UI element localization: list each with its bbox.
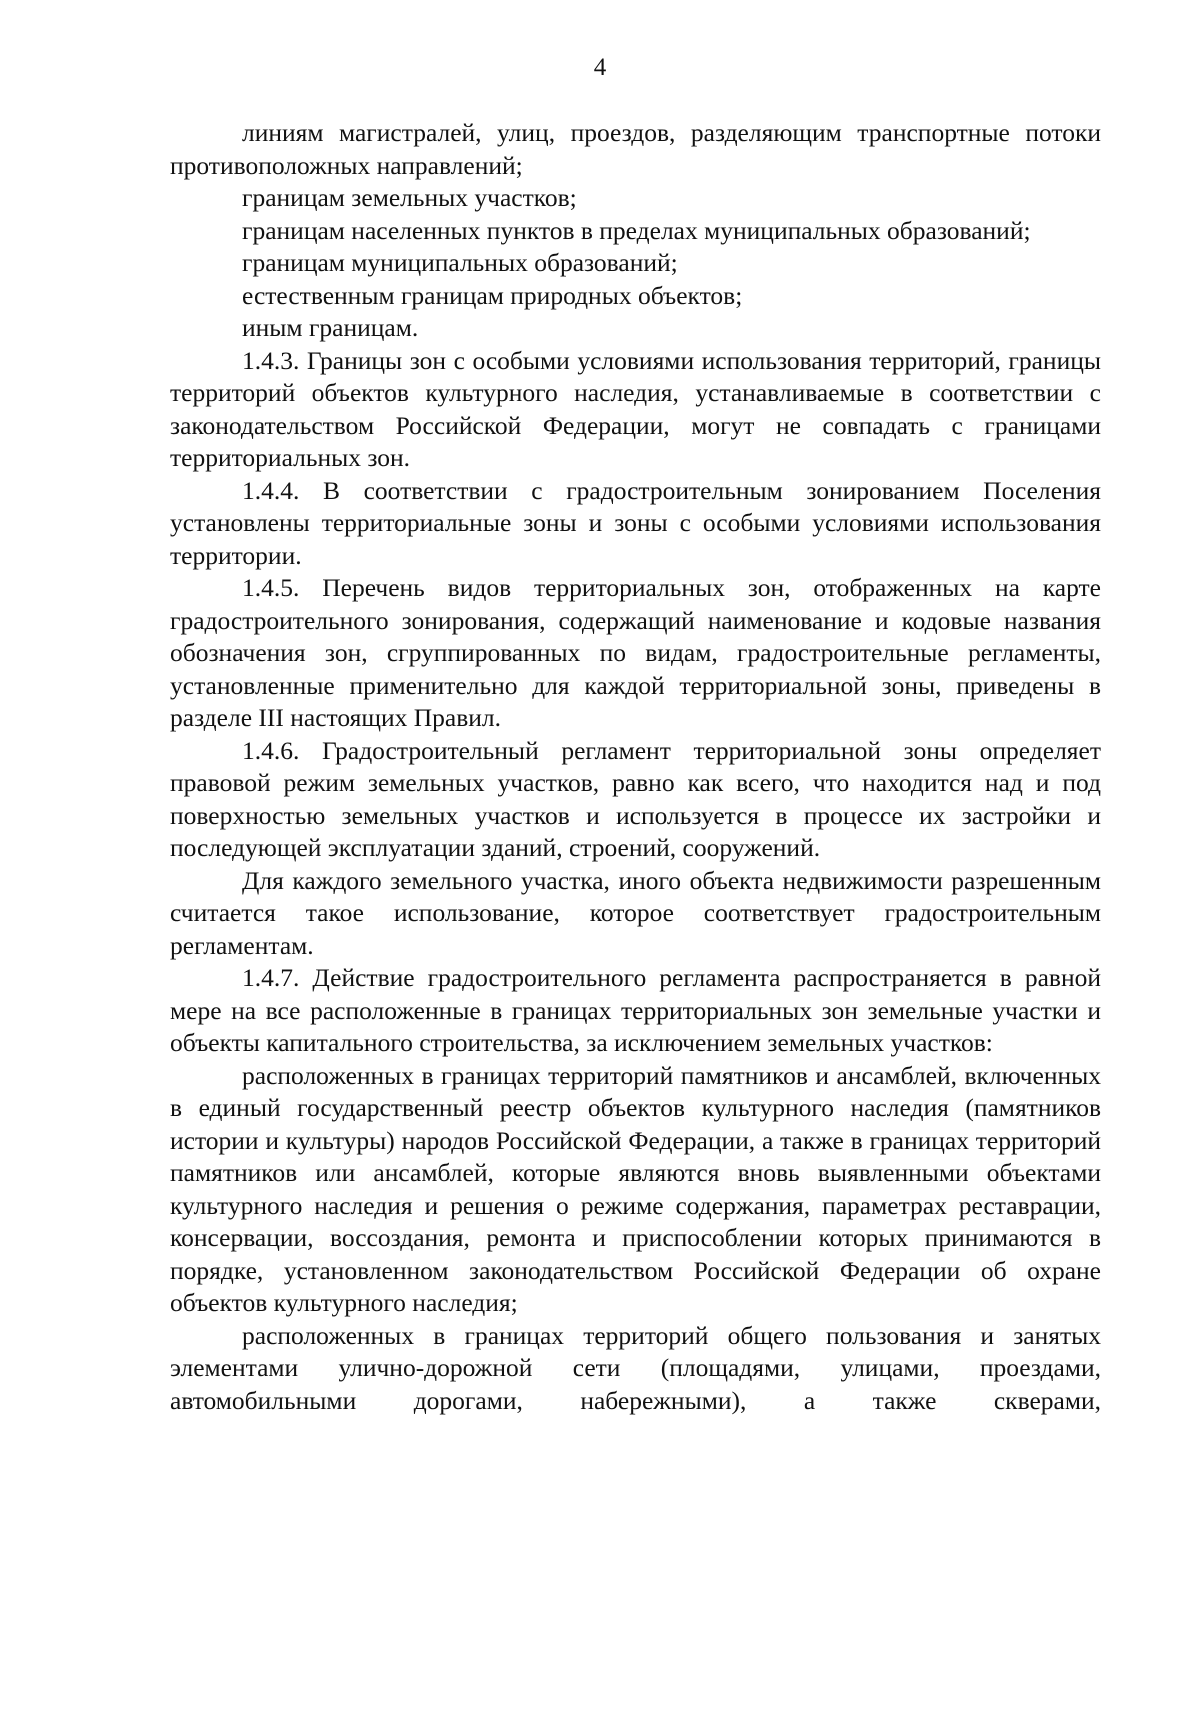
paragraph-land-plot-borders: границам земельных участков; xyxy=(242,183,577,212)
paragraph-1-4-6: 1.4.6. Градостроительный регламент территориальной зоны определяет правовой режим земельных участков, равно как всего, что находится над и под поверхностью земельных участков и используется в процессе их застройки и последующей эксплуатации зданий, строений, сооружений. xyxy=(170,735,1101,862)
paragraph-settlement-borders: границам населенных пунктов в пределах муниципальных образований; xyxy=(242,215,1031,245)
paragraph-heritage-exception: расположенных в границах территорий памятников и ансамблей, включенных в единый государственный реестр объектов культурного наследия (памятников истории и культуры) народов Российской Федерации, а также в границах территорий памятников или ансамблей, которые являются вновь выявленными объектами культурного наследия и решения о режиме содержания, параметрах реставрации, консервации, воссоздания, ремонта и приспособлении которых принимаются в порядке, установленном законодательством Российской Федерации об охране объектов культурного наследия; xyxy=(170,1060,1101,1317)
paragraph-roads: линиям магистралей, улиц, проездов, разделяющим транспортные потоки противоположных направлений; xyxy=(170,118,1101,180)
page-number: 4 xyxy=(593,54,607,81)
paragraph-public-use-exception: расположенных в границах территорий общего пользования и занятых элементами улично-дорожной сети (площадями, улицами, проездами, автомобильными дорогами, набережными), а также скверами, xyxy=(170,1320,1101,1415)
paragraph-municipal-borders: границам муниципальных образований; xyxy=(242,248,678,277)
paragraph-1-4-5: 1.4.5. Перечень видов территориальных зон, отображенных на карте градостроительного зонирования, содержащий наименование и кодовые названия обозначения зон, сгруппированных по видам, градостроительные регламенты, установленные применительно для каждой территориальной зоны, приведены в разделе III настоящих Правил. xyxy=(170,573,1101,732)
paragraph-1-4-4: 1.4.4. В соответствии с градостроительным зонированием Поселения установлены территориальные зоны и зоны с особыми условиями использования территории. xyxy=(170,475,1101,570)
paragraph-natural-borders: естественным границам природных объектов; xyxy=(242,280,743,310)
paragraph-permitted-use: Для каждого земельного участка, иного объекта недвижимости разрешенным считается такое использование, которое соответствует градостроительным регламентам. xyxy=(170,865,1101,960)
paragraph-1-4-7: 1.4.7. Действие градостроительного регламента распространяется в равной мере на все расположенные в границах территориальных зон земельные участки и объекты капитального строительства, за исключением земельных участков: xyxy=(170,963,1101,1057)
paragraph-other-borders: иным границам. xyxy=(242,313,419,342)
document-body xyxy=(170,117,1101,1417)
paragraph-1-4-3: 1.4.3. Границы зон с особыми условиями использования территорий, границы территорий объектов культурного наследия, устанавливаемые в соответствии с законодательством Российской Федерации, могут не совпадать с границами территориальных зон. xyxy=(170,345,1101,472)
